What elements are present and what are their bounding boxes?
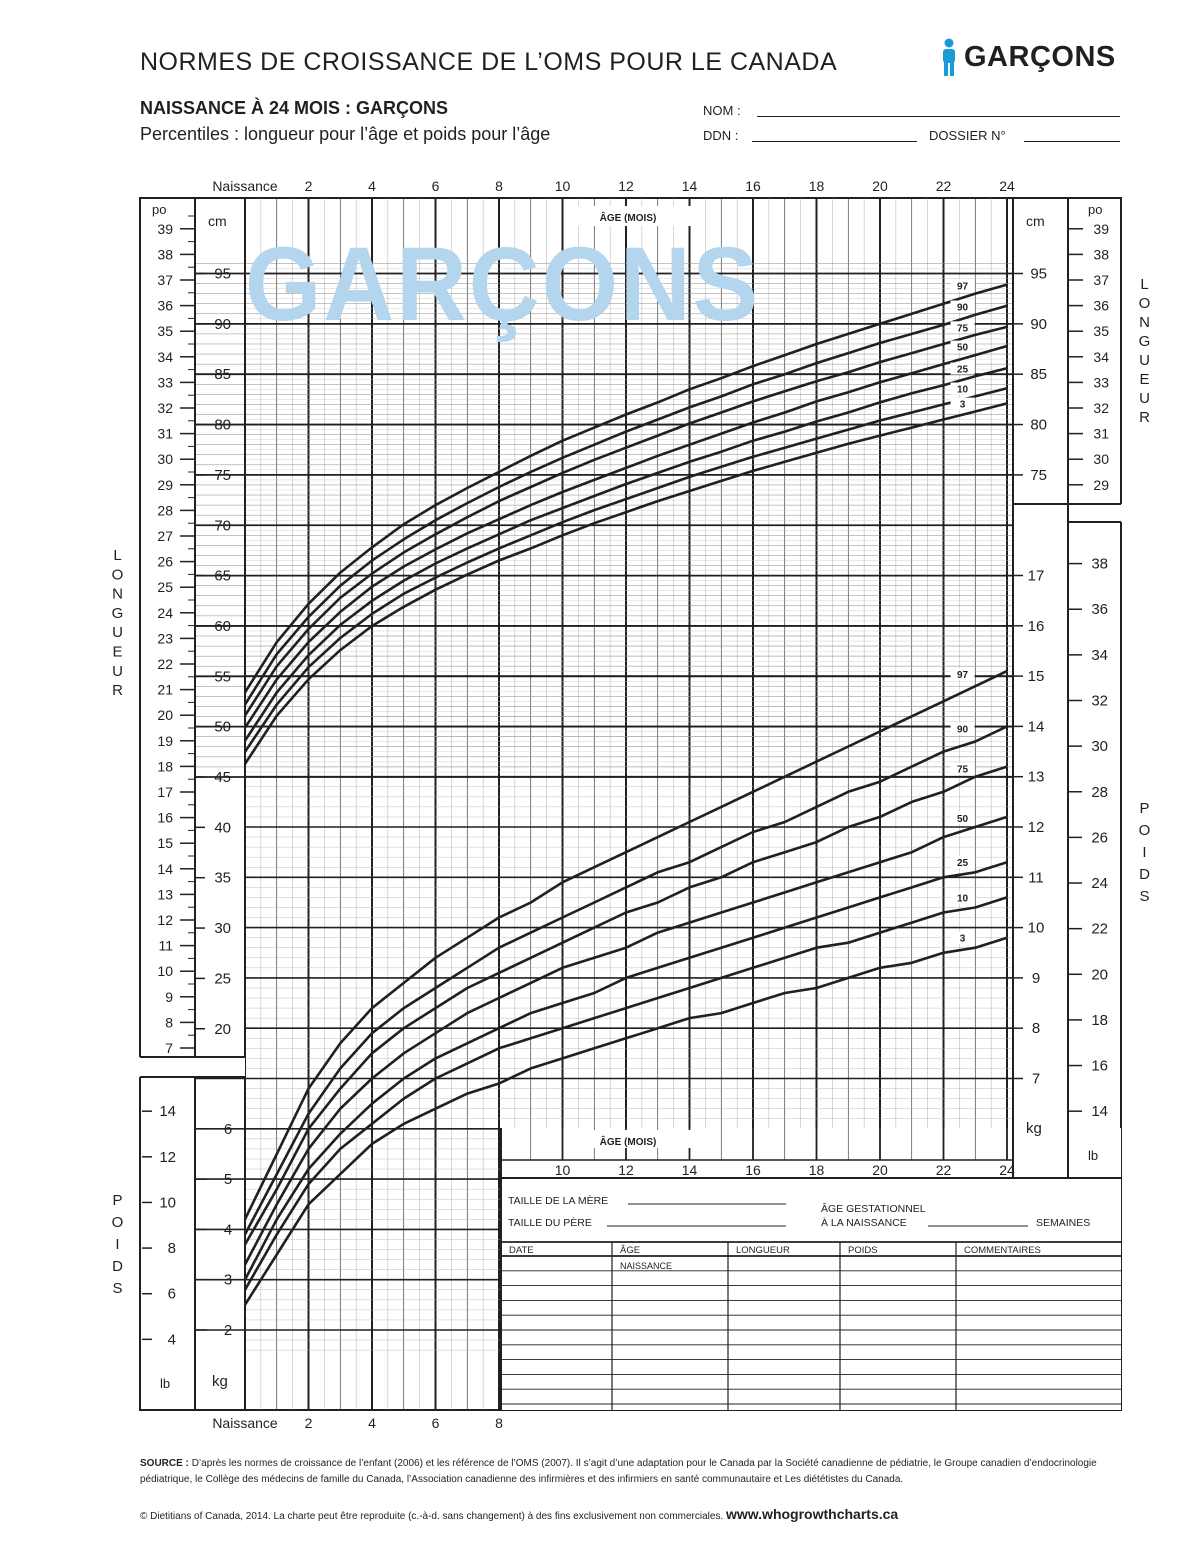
weight-side-label-right: D (1139, 866, 1151, 883)
inch-tick-label-left: 11 (158, 937, 173, 954)
bottom-x-tick-label: Naissance (212, 1415, 278, 1431)
watermark-text: GARÇONS (245, 226, 760, 343)
weight-side-label-right: P (1139, 800, 1151, 817)
cm-tick-label-left: 50 (214, 718, 231, 736)
cm-tick-label-left: 95 (214, 265, 231, 283)
inch-tick-label-right: 34 (1093, 348, 1109, 365)
table-header-1: ÂGE (620, 1245, 641, 1256)
table-birth-label: NAISSANCE (620, 1261, 673, 1271)
weight-side-label-left: P (112, 1192, 124, 1209)
length-side-label-left: G (111, 604, 125, 622)
cm-tick-label-left: 65 (214, 567, 231, 585)
kg-tick-label-right: 15 (1027, 668, 1045, 686)
top-x-tick-label: 22 (935, 178, 952, 194)
lb-tick-label-right: 24 (1091, 875, 1108, 893)
cm-tick-label-left: 85 (214, 366, 231, 384)
lb-tick-label-right: 28 (1091, 783, 1108, 801)
inch-tick-label-left: 14 (157, 860, 173, 877)
inch-unit-right: po (1088, 202, 1103, 217)
lb-tick-label-left: 4 (167, 1331, 176, 1349)
kg-tick-label-right: 16 (1027, 617, 1045, 635)
length-side-label-right: E (1139, 371, 1151, 388)
table-header-0: DATE (509, 1245, 534, 1256)
inch-tick-label-right: 32 (1093, 400, 1109, 416)
weight-curve-label-p25: 25 (956, 858, 969, 870)
top-x-tick-label: 6 (431, 178, 440, 194)
cm-tick-label-left: 45 (214, 769, 231, 786)
inch-tick-label-left: 33 (157, 374, 173, 391)
inch-tick-label-right: 30 (1093, 451, 1109, 468)
length-curve-label-p90: 90 (956, 302, 969, 314)
lb-tick-label-right: 38 (1091, 555, 1108, 573)
source-text: D’après les normes de croissance de l’enfant (2006) et les référence de l’OMS (2007). Il s’agit d’une adaptation pour le Canada par la Société canadienne de pédiatrie, le Groupe canadien d’endocrinologie pédiatrique, le Collège des médecins de famille du Canada, l’Association canadienne des infirmières et des infirmiers en santé communautaire et Les diététistes du Canada. (140, 1458, 1097, 1485)
inch-tick-label-left: 28 (157, 502, 173, 519)
inch-tick-label-left: 18 (157, 758, 173, 775)
top-x-tick-label: 24 (999, 178, 1015, 194)
length-curve-label-p25: 25 (956, 364, 969, 376)
weight-curve-label-p90: 90 (956, 724, 969, 736)
kg-tick-label-right: 13 (1027, 768, 1045, 786)
lb-tick-label-right: 34 (1091, 646, 1108, 664)
lb-tick-label-left: 12 (159, 1148, 176, 1166)
source-label: SOURCE : (140, 1458, 189, 1469)
inch-tick-label-left: 36 (157, 297, 173, 314)
kg-tick-label-left: 5 (223, 1171, 233, 1189)
inch-tick-label-left: 35 (157, 323, 173, 340)
lb-tick-label-right: 32 (1091, 692, 1108, 710)
bottom-x-tick-label: 8 (495, 1415, 503, 1431)
top-x-tick-label: 20 (872, 178, 888, 194)
weight-side-label-right: S (1139, 888, 1151, 905)
inch-tick-label-left: 20 (157, 707, 173, 724)
lower-x-tick-label: 22 (935, 1162, 952, 1178)
lb-tick-label-right: 22 (1091, 920, 1108, 938)
inch-tick-label-left: 38 (157, 246, 173, 263)
length-side-label-left: U (112, 662, 124, 680)
nom-label: NOM : (703, 103, 741, 118)
length-side-label-right: N (1139, 314, 1151, 331)
weight-curve-label-p75: 75 (956, 764, 969, 776)
top-x-tick-label: 16 (745, 178, 761, 194)
inch-tick-label-left: 16 (157, 809, 173, 826)
inch-tick-label-left: 13 (157, 886, 173, 903)
top-x-tick-label: 2 (304, 178, 313, 194)
weight-curve-label-p10: 10 (956, 893, 969, 905)
chart-description: Percentiles : longueur pour l’âge et poids pour l’âge (140, 124, 551, 144)
cm-tick-label-left: 40 (214, 819, 231, 837)
cm-tick-label-right: 90 (1030, 315, 1047, 333)
cm-tick-label-left: 20 (214, 1020, 231, 1038)
copyright-text: © Dietitians of Canada, 2014. La charte peut être reproduite (c.-à-d. sans changement) à des fins exclusivement non commerciales. (140, 1511, 724, 1522)
length-side-label-left: L (113, 547, 123, 564)
length-side-label-left: E (112, 643, 124, 661)
inch-unit-left: po (152, 202, 167, 217)
ddn-label: DDN : (703, 128, 739, 143)
length-side-label-right: U (1139, 352, 1151, 369)
inch-tick-label-left: 21 (157, 681, 173, 698)
kg-tick-label-right: 14 (1027, 718, 1045, 736)
table-header-4: COMMENTAIRES (964, 1245, 1041, 1256)
weight-side-label-left: O (111, 1214, 125, 1231)
inch-tick-label-left: 8 (165, 1014, 173, 1031)
footer-copyright (140, 1506, 898, 1522)
cm-tick-label-left: 60 (214, 617, 231, 635)
inch-tick-label-right: 37 (1093, 272, 1109, 288)
kg-unit-left: kg (212, 1373, 228, 1390)
kg-tick-label-right: 12 (1027, 819, 1045, 836)
inch-tick-label-right: 35 (1093, 323, 1109, 340)
top-x-tick-label: 8 (495, 178, 503, 194)
weight-curve-label-p97: 97 (956, 670, 969, 682)
cm-tick-label-right: 75 (1030, 466, 1047, 484)
cm-tick-label-left: 70 (214, 517, 231, 535)
inch-tick-label-left: 24 (157, 604, 173, 621)
kg-tick-label-right: 9 (1031, 969, 1041, 987)
left-panel-gap (139, 1057, 245, 1077)
weeks-label: SEMAINES (1036, 1217, 1091, 1229)
weight-curve-label-p3: 3 (959, 933, 966, 945)
length-side-label-left: R (112, 682, 124, 700)
page-title: NORMES DE CROISSANCE DE L’OMS POUR LE CANADA (140, 48, 838, 76)
gestational-age-label: ÂGE GESTATIONNEL (821, 1203, 926, 1215)
top-x-tick-label: Naissance (212, 178, 278, 194)
chart-subtitle: NAISSANCE À 24 MOIS : GARÇONS (140, 98, 449, 118)
lower-x-tick-label: 24 (999, 1162, 1015, 1178)
length-side-label-right: L (1140, 276, 1150, 293)
lb-tick-label-right: 36 (1091, 601, 1108, 619)
lower-x-tick-label: 18 (808, 1162, 825, 1178)
length-side-label-left: O (111, 566, 125, 584)
weight-curve-label-p50: 50 (956, 813, 969, 825)
lower-x-tick-label: 12 (618, 1162, 634, 1178)
kg-tick-label-left: 4 (223, 1221, 233, 1239)
inch-tick-label-left: 37 (157, 272, 173, 288)
top-x-tick-label: 12 (618, 178, 634, 194)
lb-unit-left: lb (160, 1376, 171, 1391)
cm-tick-label-left: 35 (214, 869, 231, 887)
weight-side-label-right: I (1142, 844, 1148, 861)
inch-tick-label-left: 31 (157, 425, 173, 442)
lb-tick-label-right: 20 (1091, 966, 1108, 984)
inch-tick-label-left: 26 (157, 553, 173, 570)
lb-unit-right: lb (1088, 1148, 1099, 1163)
kg-tick-label-left: 6 (223, 1120, 233, 1138)
bottom-x-tick-label: 4 (368, 1415, 376, 1431)
length-curve-label-p10: 10 (956, 384, 969, 396)
cm-tick-label-right: 80 (1030, 416, 1047, 434)
inch-tick-label-left: 27 (157, 528, 173, 544)
lower-age-label: ÂGE (MOIS) (599, 1137, 657, 1148)
length-curve-label-p97: 97 (956, 281, 969, 293)
lb-tick-label-right: 30 (1091, 738, 1108, 756)
inch-tick-label-left: 22 (157, 656, 173, 672)
cm-tick-label-left: 90 (214, 315, 231, 333)
lb-tick-label-right: 14 (1091, 1103, 1108, 1121)
inch-tick-label-right: 39 (1093, 220, 1109, 237)
mother-height-label: TAILLE DE LA MÈRE (508, 1195, 609, 1207)
cm-tick-label-right: 95 (1030, 265, 1047, 283)
inch-tick-label-left: 17 (157, 784, 173, 800)
lb-tick-label-left: 10 (159, 1194, 176, 1212)
cm-unit-right: cm (1026, 213, 1045, 229)
lb-tick-label-left: 8 (167, 1240, 176, 1258)
kg-tick-label-left: 3 (223, 1271, 233, 1289)
inch-tick-label-left: 32 (157, 400, 173, 416)
length-side-label-right: U (1139, 390, 1151, 407)
length-side-label-left: N (112, 585, 124, 603)
inch-tick-label-left: 10 (157, 963, 173, 980)
length-side-label-right: R (1139, 409, 1151, 426)
length-curve-label-p3: 3 (959, 399, 966, 411)
inch-tick-label-left: 39 (157, 220, 173, 237)
inch-tick-label-right: 36 (1093, 297, 1109, 314)
bottom-x-tick-label: 6 (431, 1415, 440, 1431)
cm-unit-left: cm (208, 213, 227, 229)
father-height-label: TAILLE DU PÈRE (508, 1217, 592, 1229)
lower-x-tick-label: 10 (554, 1162, 571, 1178)
kg-tick-label-right: 10 (1027, 919, 1045, 937)
inch-tick-label-left: 9 (165, 988, 173, 1005)
brand-label: GARÇONS (964, 40, 1116, 73)
lb-tick-label-right: 18 (1091, 1011, 1108, 1029)
length-side-label-left: U (112, 624, 124, 642)
lower-x-tick-label: 16 (745, 1162, 761, 1178)
inch-tick-label-left: 29 (157, 476, 173, 493)
footer-source (140, 1456, 1130, 1488)
inch-tick-label-left: 23 (157, 630, 173, 647)
right-panel-gap (1069, 504, 1122, 522)
length-side-label-right: O (1138, 295, 1152, 312)
cm-tick-label-left: 75 (214, 466, 231, 484)
kg-tick-label-right: 17 (1027, 567, 1045, 585)
inch-tick-label-right: 29 (1093, 476, 1109, 493)
kg-tick-label-left: 2 (223, 1322, 233, 1339)
inch-tick-label-right: 38 (1093, 246, 1109, 263)
cm-tick-label-left: 55 (214, 668, 231, 686)
weight-side-label-right: O (1138, 822, 1152, 839)
lower-x-tick-label: 20 (872, 1162, 888, 1178)
weight-side-label-left: I (115, 1236, 121, 1253)
lb-tick-label-right: 26 (1091, 829, 1108, 847)
weight-side-label-left: S (112, 1280, 124, 1297)
top-x-tick-label: 18 (808, 178, 825, 194)
weight-side-label-left: D (112, 1258, 124, 1275)
top-x-tick-label: 14 (681, 178, 698, 194)
inch-tick-label-left: 12 (157, 912, 173, 928)
kg-tick-label-right: 8 (1031, 1020, 1041, 1038)
bottom-x-tick-label: 2 (304, 1415, 313, 1431)
inch-tick-label-left: 34 (157, 348, 173, 365)
inch-tick-label-right: 33 (1093, 374, 1109, 391)
length-curve-label-p75: 75 (956, 323, 969, 335)
cm-tick-label-left: 25 (214, 970, 231, 988)
kg-tick-label-right: 11 (1028, 869, 1044, 887)
watermark (245, 226, 760, 343)
lb-tick-label-left: 6 (167, 1285, 176, 1303)
length-side-label-right: G (1138, 333, 1152, 350)
cm-tick-label-left: 80 (214, 416, 231, 434)
dossier-label: DOSSIER N° (929, 128, 1006, 143)
lb-tick-label-left: 14 (159, 1103, 176, 1121)
inch-tick-label-right: 31 (1093, 425, 1109, 442)
lb-tick-label-right: 16 (1091, 1057, 1108, 1075)
length-curve-label-p50: 50 (956, 342, 969, 354)
gestational-age-label-2: À LA NAISSANCE (821, 1217, 907, 1229)
cm-tick-label-right: 85 (1030, 366, 1047, 384)
top-x-tick-label: 4 (368, 178, 376, 194)
kg-tick-label-right: 7 (1031, 1070, 1041, 1088)
lower-x-tick-label: 14 (681, 1162, 698, 1178)
inch-tick-label-left: 7 (165, 1040, 173, 1056)
table-header-2: LONGUEUR (736, 1245, 790, 1256)
top-age-label: ÂGE (MOIS) (599, 213, 657, 224)
kg-unit-right: kg (1026, 1120, 1042, 1137)
inch-tick-label-left: 30 (157, 451, 173, 468)
inch-tick-label-left: 25 (157, 579, 173, 596)
inch-tick-label-left: 15 (157, 835, 173, 852)
top-x-tick-label: 10 (554, 178, 571, 194)
cm-tick-label-left: 30 (214, 920, 231, 938)
table-header-3: POIDS (848, 1245, 878, 1256)
website-link[interactable]: www.whogrowthcharts.ca (726, 1506, 899, 1522)
inch-tick-label-left: 19 (157, 732, 173, 749)
